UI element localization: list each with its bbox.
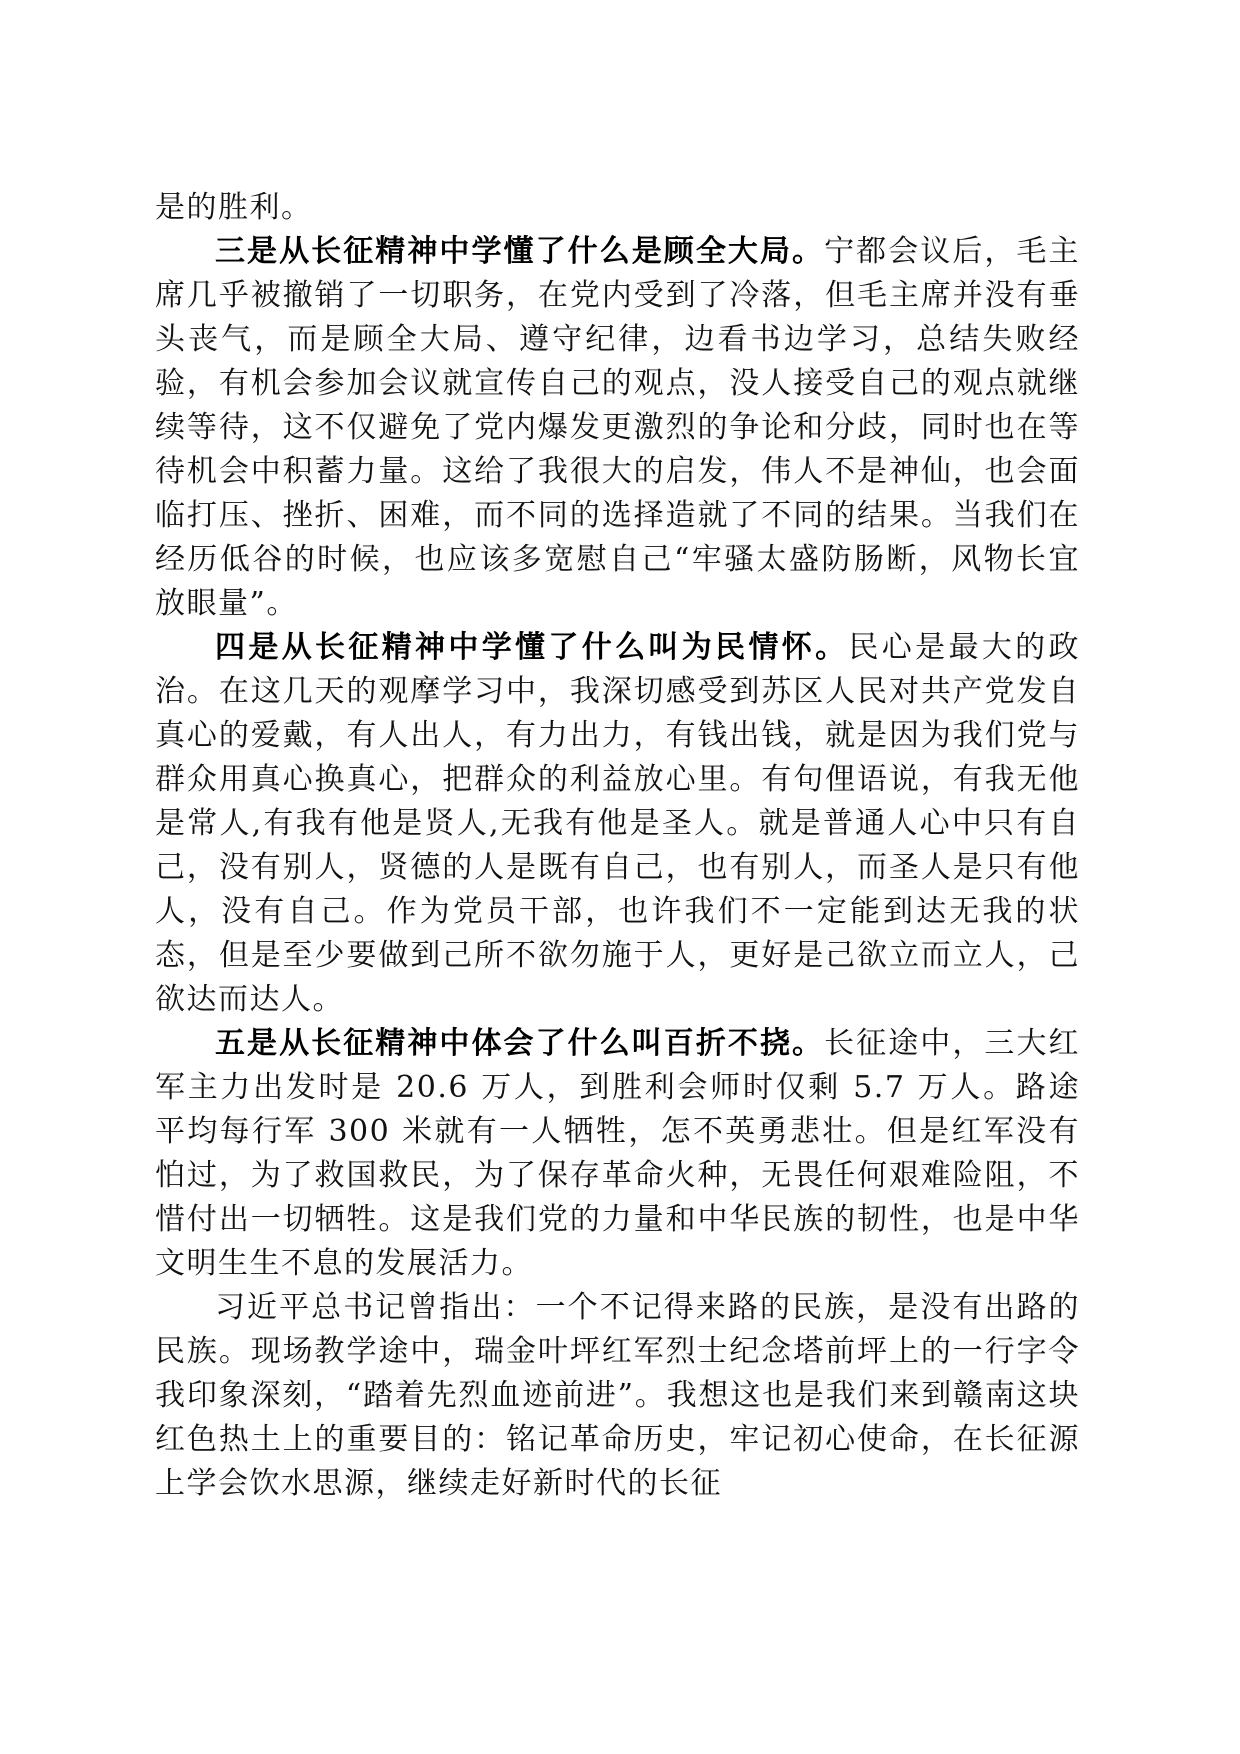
document-body [155,186,1080,1506]
paragraph-text: 民心是最大的政治。在这几天的观摩学习中，我深切感受到苏区人民对共产党发自真心的爱戴，有人出人，有力出力，有钱出钱，就是因为我们党与群众用真心换真心，把群众的利益放心里。有句俚语说，有我无他是常人,有我有他是贤人,无我有他是圣人。就是普通人心中只有自己，没有别人，贤德的人是既有自己，也有别人，而圣人是只有他人，没有自己。作为党员干部，也许我们不一定能到达无我的状态，但是至少要做到己所不欲勿施于人，更好是己欲立而立人，己欲达而达人。 [155,630,1081,1017]
paragraph-point-four [155,626,1080,1022]
paragraph-text: 是的胜利。 [155,190,313,225]
paragraph-text: 宁都会议后，毛主席几乎被撤销了一切职务，在党内受到了冷落，但毛主席并没有垂头丧气，而是顾全大局、遵守纪律，边看书边学习，总结失败经验，有机会参加会议就宣传自己的观点，没人接受自己的观点就继续等待，这不仅避免了党内爆发更激烈的争论和分歧，同时也在等待机会中积蓄力量。这给了我很大的启发，伟人不是神仙，也会面临打压、挫折、困难，而不同的选择造就了不同的结果。当我们在经历低谷的时候，也应该多宽慰自己“牢骚太盛防肠断，风物长宜放眼量”。 [155,234,1081,621]
paragraph-lead-heading: 五是从长征精神中体会了什么叫百折不挠。 [215,1026,825,1061]
paragraph-lead-heading: 四是从长征精神中学懂了什么叫为民情怀。 [215,630,849,665]
paragraph-text: 习近平总书记曾指出：一个不记得来路的民族，是没有出路的民族。现场教学途中，瑞金叶坪红军烈士纪念塔前坪上的一行字令我印象深刻，“踏着先烈血迹前进”。我想这也是我们来到赣南这块红色热土上的重要目的：铭记革命历史，牢记初心使命，在长征源上学会饮水思源，继续走好新时代的长征 [155,1290,1080,1501]
paragraph-point-three [155,230,1080,626]
paragraph-lead-heading: 三是从长征精神中学懂了什么是顾全大局。 [215,234,825,269]
paragraph-continuation [155,186,1080,230]
paragraph-point-five [155,1022,1080,1286]
paragraph-text: 长征途中，三大红军主力出发时是 20.6 万人，到胜利会师时仅剩 5.7 万人。路途平均每行军 300 米就有一人牺牲，怎不英勇悲壮。但是红军没有怕过，为了救国救民，为了保存革命火种，无畏任何艰难险阻，不惜付出一切牺牲。这是我们党的力量和中华民族的韧性，也是中华文明生生不息的发展活力。 [155,1026,1081,1281]
paragraph-closing [155,1286,1080,1506]
